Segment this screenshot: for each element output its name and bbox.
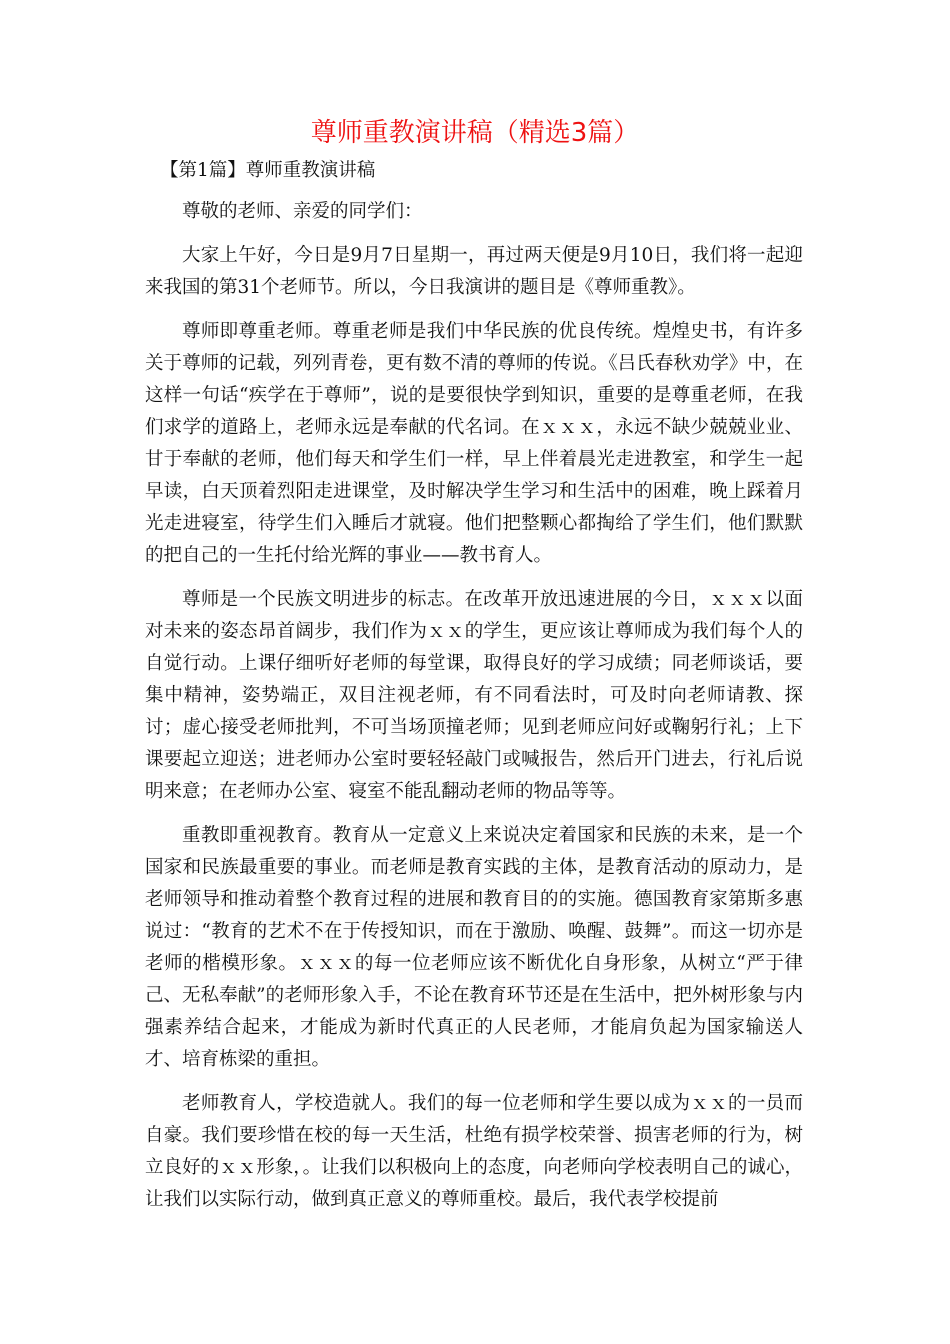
paragraph-5: 老师教育人，学校造就人。我们的每一位老师和学生要以成为ｘｘ的一员而自豪。我们要珍惜在校的每一天生活，杜绝有损学校荣誉、损害老师的行为，树立良好的ｘｘ形象，。让我们以积极向上的态度，向老师向学校表明自己的诚心，让我们以实际行动，做到真正意义的尊师重校。最后，我代表学校提前 xyxy=(145,1093,803,1210)
document-body xyxy=(145,196,803,1228)
paragraph-3: 尊师是一个民族文明进步的标志。在改革开放迅速进展的今日，ｘｘｘ以面对未来的姿态昂首阔步，我们作为ｘｘ的学生，更应该让尊师成为我们每个人的自觉行动。上课仔细听好老师的每堂课，取得良好的学习成绩；同老师谈话，要集中精神，姿势端正，双目注视老师，有不同看法时，可及时向老师请教、探讨；虚心接受老师批判，不可当场顶撞老师；见到老师应问好或鞠躬行礼；上下课要起立迎送；进老师办公室时要轻轻敲门或喊报告，然后开门进去，行礼后说明来意；在老师办公室、寝室不能乱翻动老师的物品等等。 xyxy=(145,589,803,802)
paragraph-2: 尊师即尊重老师。尊重老师是我们中华民族的优良传统。煌煌史书，有许多关于尊师的记载，列列青卷，更有数不清的尊师的传说。《吕氏春秋劝学》中，在这样一句话“疾学在于尊师”，说的是要很快学到知识，重要的是尊重老师，在我们求学的道路上，老师永远是奉献的代名词。在ｘｘｘ，永远不缺少兢兢业业、甘于奉献的老师，他们每天和学生们一样，早上伴着晨光走进教室，和学生一起早读，白天顶着烈阳走进课堂，及时解决学生学习和生活中的困难，晚上踩着月光走进寝室，待学生们入睡后才就寝。他们把整颗心都掏给了学生们，他们默默的把自己的一生托付给光辉的事业——教书育人。 xyxy=(145,321,803,566)
section-heading: 【第1篇】尊师重教演讲稿 xyxy=(160,160,376,181)
paragraph-1: 大家上午好，今日是9月7日星期一，再过两天便是9月10日，我们将一起迎来我国的第31个老师节。所以，今日我演讲的题目是《尊师重教》。 xyxy=(145,245,803,298)
paragraph-4: 重教即重视教育。教育从一定意义上来说决定着国家和民族的未来，是一个国家和民族最重要的事业。而老师是教育实践的主体，是教育活动的原动力，是老师领导和推动着整个教育过程的进展和教育目的的实施。德国教育家第斯多惠说过：“教育的艺术不在于传授知识，而在于激励、唤醒、鼓舞”。而这一切亦是老师的楷模形象。ｘｘｘ的每一位老师应该不断优化自身形象，从树立“严于律己、无私奉献”的老师形象入手，不论在教育环节还是在生活中，把外树形象与内强素养结合起来，才能成为新时代真正的人民老师，才能肩负起为国家输送人才、培育栋梁的重担。 xyxy=(145,825,803,1070)
paragraph-salutation: 尊敬的老师、亲爱的同学们： xyxy=(182,201,423,222)
document-title: 尊师重教演讲稿（精选3篇） xyxy=(310,118,640,148)
